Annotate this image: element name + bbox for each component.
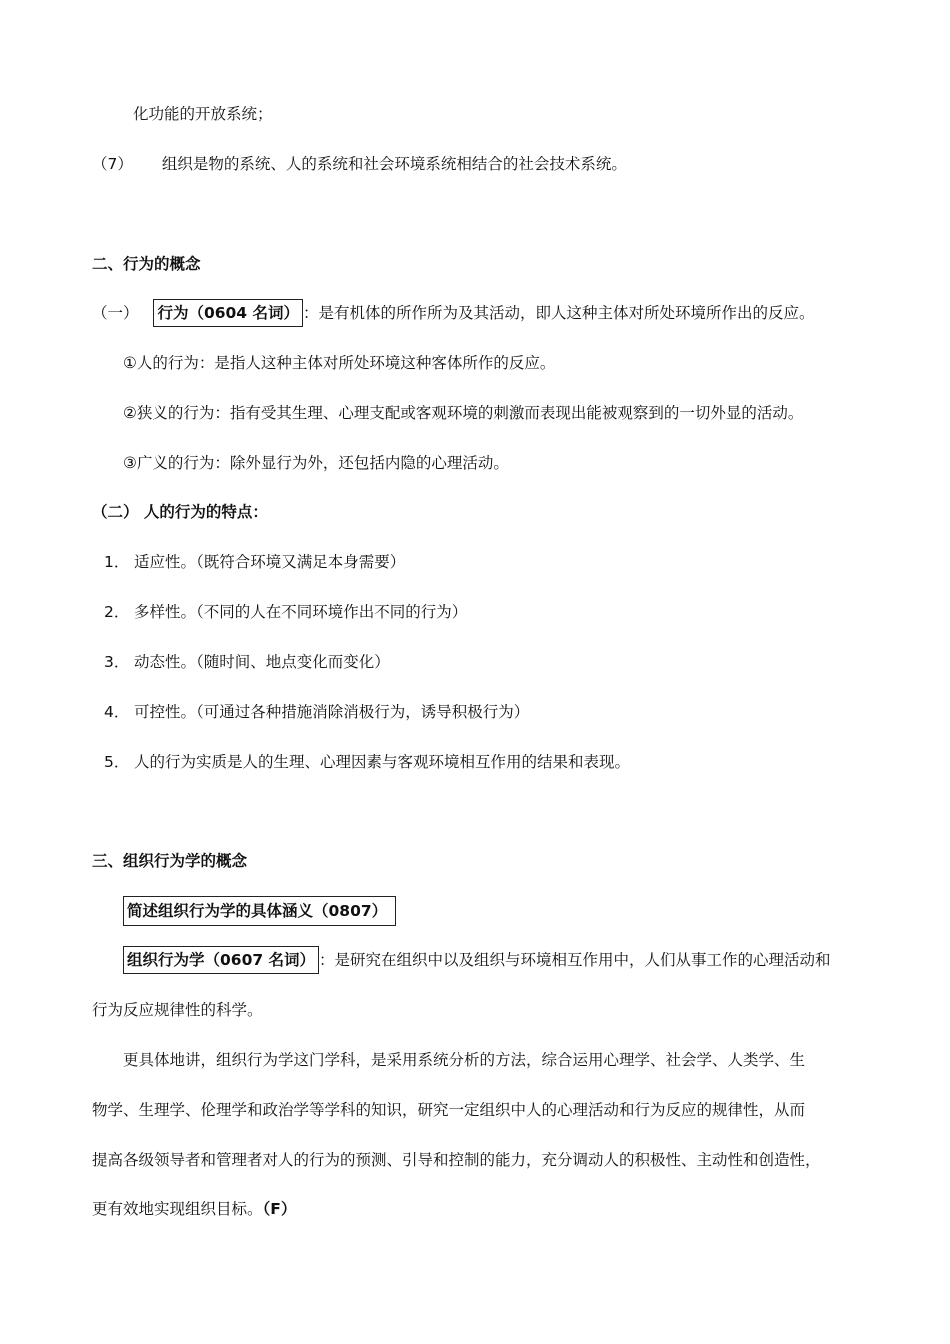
behavior-point-1: ①人的行为：是指人这种主体对所处环境这种客体所作的反应。 [123, 354, 556, 372]
question-box-line [123, 896, 396, 926]
section-heading-ob: 三、组织行为学的概念 [92, 852, 248, 870]
subsection-number: （一） [92, 304, 139, 322]
term-box-behavior: 行为（0604 名词） [153, 299, 303, 327]
feature-number: 4． [104, 703, 130, 721]
term-box-ob: 组织行为学（0607 名词） [123, 946, 319, 974]
behavior-definition [92, 299, 815, 327]
paragraph-line-1: 更具体地讲，组织行为学这门学科，是采用系统分析的方法，综合运用心理学、社会学、人类学、生 [123, 1051, 806, 1069]
ob-definition-line-1 [123, 946, 831, 974]
feature-text: 多样性。（不同的人在不同环境作出不同的行为） [134, 603, 468, 621]
behavior-point-2: ②狭义的行为：指有受其生理、心理支配或客观环境的刺激而表现出能被观察到的一切外显的活动。 [123, 404, 804, 422]
definition-text: ：是研究在组织中以及组织与环境相互作用中，人们从事工作的心理活动和 [319, 951, 831, 969]
subsection-heading-features: （二） 人的行为的特点： [92, 503, 268, 521]
behavior-point-3: ③广义的行为：除外显行为外，还包括内隐的心理活动。 [123, 454, 509, 472]
feature-number: 5． [104, 753, 130, 771]
feature-text: 人的行为实质是人的生理、心理因素与客观环境相互作用的结果和表现。 [134, 753, 631, 771]
paragraph-line-4 [92, 1197, 296, 1221]
definition-text: ：是有机体的所作所为及其活动，即人这种主体对所处环境所作出的反应。 [303, 304, 815, 322]
feature-text: 动态性。（随时间、地点变化而变化） [134, 653, 390, 671]
ob-definition-line-2: 行为反应规律性的科学。 [92, 1001, 263, 1019]
continuation-line: 化功能的开放系统； [133, 105, 273, 123]
paragraph-line-3: 提高各级领导者和管理者对人的行为的预测、引导和控制的能力，充分调动人的积极性、主动性和创造性， [92, 1151, 821, 1169]
list-item-7 [92, 152, 627, 176]
paragraph-line-2: 物学、生理学、伦理学和政治学等学科的知识，研究一定组织中人的心理活动和行为反应的规律性，从而 [92, 1101, 806, 1119]
feature-item [104, 750, 630, 774]
feature-number: 2． [104, 603, 130, 621]
feature-text: 可控性。（可通过各种措施消除消极行为，诱导积极行为） [134, 703, 530, 721]
item-number: （7） [92, 155, 133, 173]
question-box: 简述组织行为学的具体涵义（0807） [123, 896, 396, 926]
feature-number: 3． [104, 653, 130, 671]
feature-item [104, 600, 467, 624]
feature-number: 1． [104, 553, 130, 571]
item-text: 组织是物的系统、人的系统和社会环境系统相结合的社会技术系统。 [161, 155, 627, 173]
feature-text: 适应性。（既符合环境又满足本身需要） [134, 553, 406, 571]
feature-item [104, 700, 529, 724]
feature-item [104, 650, 390, 674]
paragraph-text: 更有效地实现组织目标。 [92, 1200, 263, 1218]
feature-item [104, 550, 405, 574]
end-mark: （F） [262, 1200, 297, 1218]
section-heading-behavior: 二、行为的概念 [92, 255, 201, 273]
